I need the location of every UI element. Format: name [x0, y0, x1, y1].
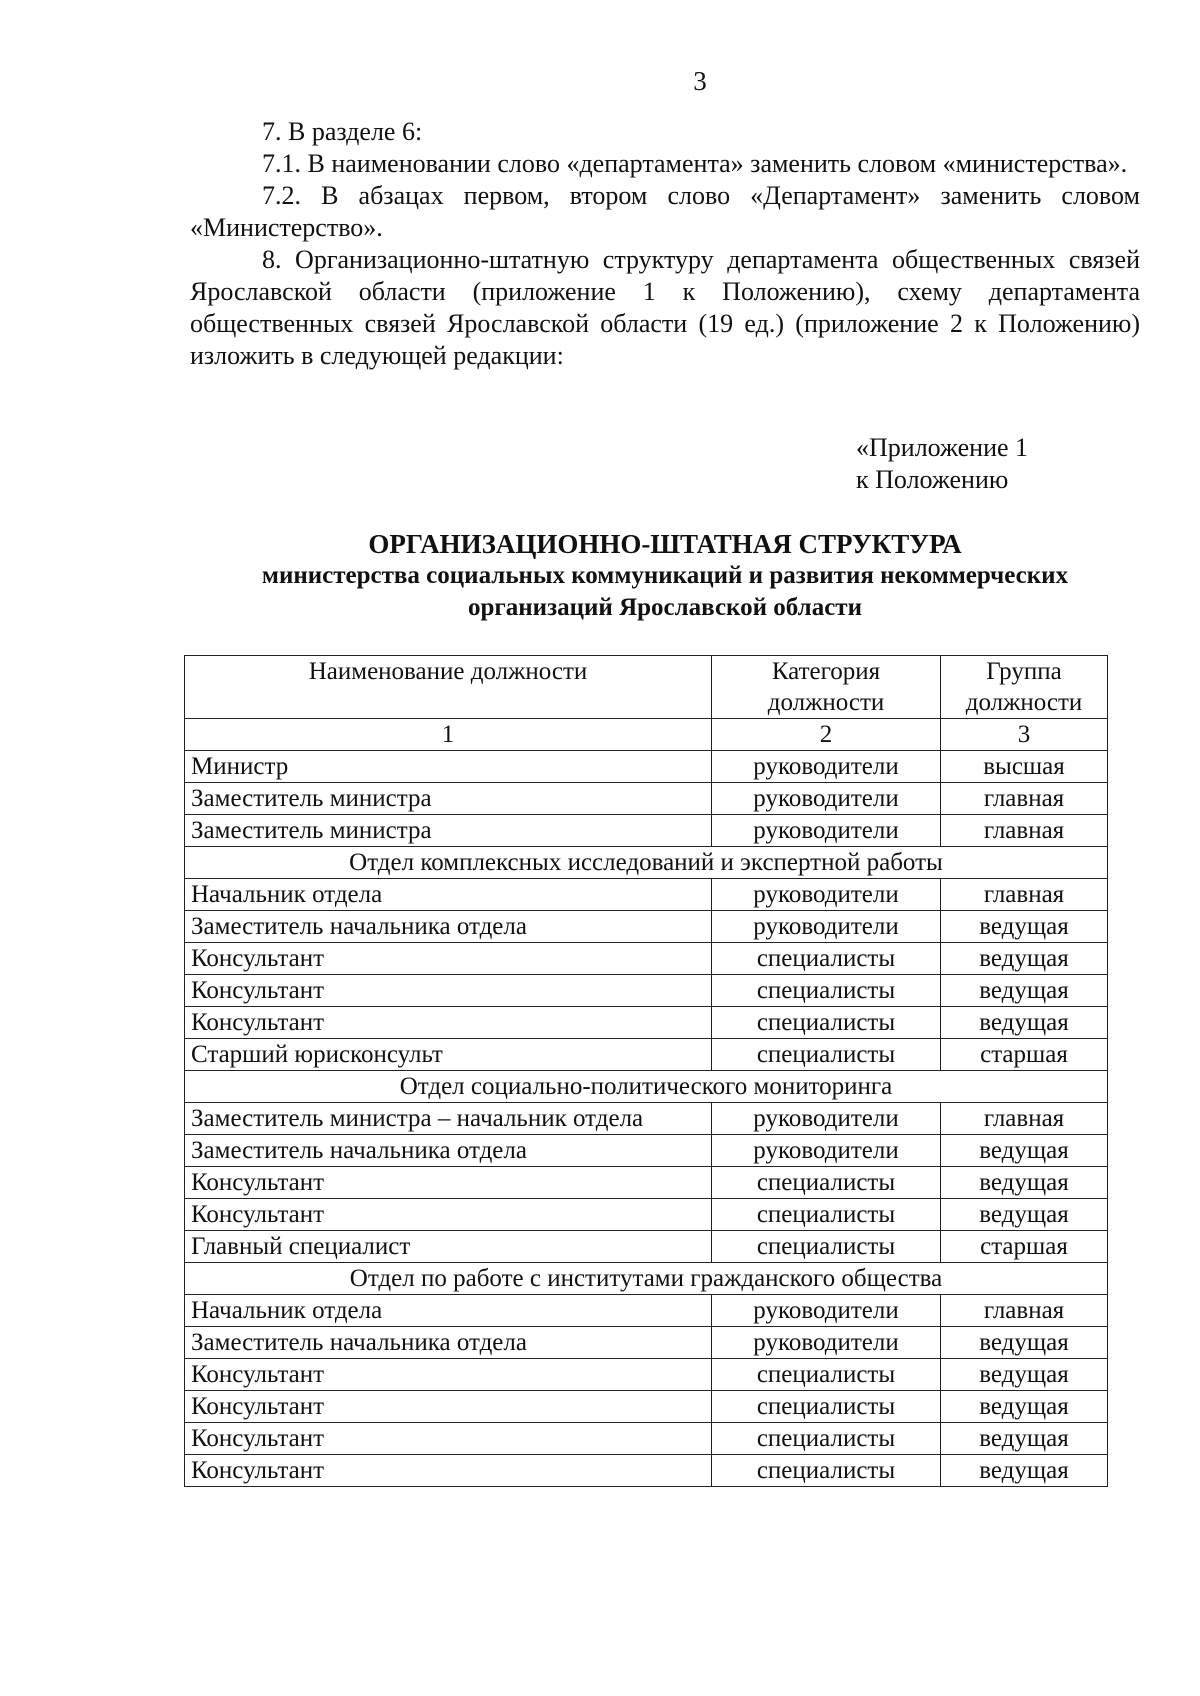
position-name-cell: Заместитель министра [185, 815, 712, 847]
category-cell: руководители [712, 783, 941, 815]
position-name-cell: Консультант [185, 1167, 712, 1199]
section-title: Отдел социально-политического мониторинга [185, 1071, 1108, 1103]
group-cell: главная [941, 1295, 1108, 1327]
column-number: 1 [185, 719, 712, 751]
group-cell: ведущая [941, 943, 1108, 975]
position-name-cell: Заместитель министра – начальник отдела [185, 1103, 712, 1135]
group-cell: ведущая [941, 1327, 1108, 1359]
table-row [185, 1295, 1108, 1327]
table-row [185, 1103, 1108, 1135]
category-cell: руководители [712, 751, 941, 783]
table-row [185, 1167, 1108, 1199]
position-name-cell: Консультант [185, 943, 712, 975]
table-row [185, 783, 1108, 815]
group-cell: старшая [941, 1039, 1108, 1071]
column-number: 2 [712, 719, 941, 751]
group-cell: ведущая [941, 1455, 1108, 1487]
position-name-cell: Старший юрисконсульт [185, 1039, 712, 1071]
category-cell: специалисты [712, 1391, 941, 1423]
position-name-cell: Министр [185, 751, 712, 783]
category-cell: специалисты [712, 975, 941, 1007]
section-title: Отдел по работе с институтами гражданского общества [185, 1263, 1108, 1295]
position-name-cell: Консультант [185, 1423, 712, 1455]
column-number: 3 [941, 719, 1108, 751]
position-name-cell: Начальник отдела [185, 879, 712, 911]
paragraph-8: 8. Организационно-штатную структуру департамента общественных связей Ярославской области (приложение 1 к Положению), схему департамента общественных связей Ярославской области (19 ед.) (приложение 2 к Положению) изложить в следующей редакции: [190, 245, 1140, 370]
appendix-line-2: к Положению [856, 465, 1009, 494]
heading-subtitle-line-1: министерства социальных коммуникаций и развития некоммерческих [261, 562, 1069, 589]
section-row [185, 1263, 1108, 1295]
position-name-cell: Заместитель начальника отдела [185, 1135, 712, 1167]
position-name-cell: Заместитель начальника отдела [185, 911, 712, 943]
group-cell: ведущая [941, 975, 1108, 1007]
page-number: 3 [693, 66, 707, 96]
group-cell: главная [941, 879, 1108, 911]
category-cell: специалисты [712, 1359, 941, 1391]
category-cell: специалисты [712, 1199, 941, 1231]
section-row [185, 847, 1108, 879]
position-name-cell: Заместитель министра [185, 783, 712, 815]
category-cell: специалисты [712, 1167, 941, 1199]
section-title: Отдел комплексных исследований и экспертной работы [185, 847, 1108, 879]
position-name-cell: Главный специалист [185, 1231, 712, 1263]
group-cell: ведущая [941, 1359, 1108, 1391]
paragraph-7-2: 7.2. В абзацах первом, втором слово «Департамент» заменить словом «Министерство». [190, 181, 1140, 242]
category-cell: руководители [712, 1327, 941, 1359]
column-number-row [185, 719, 1108, 751]
table-body [185, 751, 1108, 1487]
structure-heading [190, 528, 1140, 624]
category-cell: руководители [712, 1103, 941, 1135]
category-cell: специалисты [712, 1423, 941, 1455]
table-row [185, 1039, 1108, 1071]
category-cell: руководители [712, 1295, 941, 1327]
table-header-row [185, 656, 1108, 719]
table-row [185, 1423, 1108, 1455]
category-cell: специалисты [712, 1231, 941, 1263]
category-cell: руководители [712, 1135, 941, 1167]
position-name-cell: Консультант [185, 1199, 712, 1231]
paragraph-7: 7. В разделе 6: [262, 117, 423, 146]
table-row [185, 1327, 1108, 1359]
group-cell: главная [941, 815, 1108, 847]
table-row [185, 1455, 1108, 1487]
table-row [185, 1359, 1108, 1391]
position-name-cell: Начальник отдела [185, 1295, 712, 1327]
category-cell: специалисты [712, 943, 941, 975]
position-name-cell: Заместитель начальника отдела [185, 1327, 712, 1359]
table-row [185, 879, 1108, 911]
group-cell: ведущая [941, 1007, 1108, 1039]
group-cell: главная [941, 1103, 1108, 1135]
table-row [185, 975, 1108, 1007]
table-row [185, 815, 1108, 847]
group-cell: главная [941, 783, 1108, 815]
category-cell: руководители [712, 911, 941, 943]
table-row [185, 1135, 1108, 1167]
group-cell: высшая [941, 751, 1108, 783]
position-name-cell: Консультант [185, 1007, 712, 1039]
group-cell: ведущая [941, 1167, 1108, 1199]
position-name-cell: Консультант [185, 1391, 712, 1423]
position-name-cell: Консультант [185, 1455, 712, 1487]
group-cell: ведущая [941, 1423, 1108, 1455]
group-cell: ведущая [941, 1391, 1108, 1423]
section-row [185, 1071, 1108, 1103]
category-cell: руководители [712, 815, 941, 847]
group-cell: ведущая [941, 1199, 1108, 1231]
category-cell: руководители [712, 879, 941, 911]
table-row [185, 943, 1108, 975]
category-cell: специалисты [712, 1455, 941, 1487]
group-cell: старшая [941, 1231, 1108, 1263]
position-name-cell: Консультант [185, 975, 712, 1007]
table-row [185, 751, 1108, 783]
table-row [185, 1391, 1108, 1423]
table-row [185, 1199, 1108, 1231]
body-text [190, 116, 1140, 372]
header-position-name: Наименование должности [185, 656, 712, 719]
heading-subtitle-line-2: организаций Ярославской области [468, 594, 862, 621]
table-row [185, 1007, 1108, 1039]
heading-title: ОРГАНИЗАЦИОННО-ШТАТНАЯ СТРУКТУРА [368, 529, 962, 559]
category-cell: специалисты [712, 1007, 941, 1039]
table-row [185, 1231, 1108, 1263]
paragraph-7-1: 7.1. В наименовании слово «департамента» заменить словом «министерства». [262, 149, 1128, 178]
position-name-cell: Консультант [185, 1359, 712, 1391]
category-cell: специалисты [712, 1039, 941, 1071]
header-group: Группа должности [941, 656, 1108, 719]
header-category: Категория должности [712, 656, 941, 719]
group-cell: ведущая [941, 1135, 1108, 1167]
appendix-line-1: «Приложение 1 [856, 433, 1029, 462]
appendix-label [856, 432, 1028, 496]
staff-table [184, 655, 1108, 1487]
group-cell: ведущая [941, 911, 1108, 943]
table-row [185, 911, 1108, 943]
